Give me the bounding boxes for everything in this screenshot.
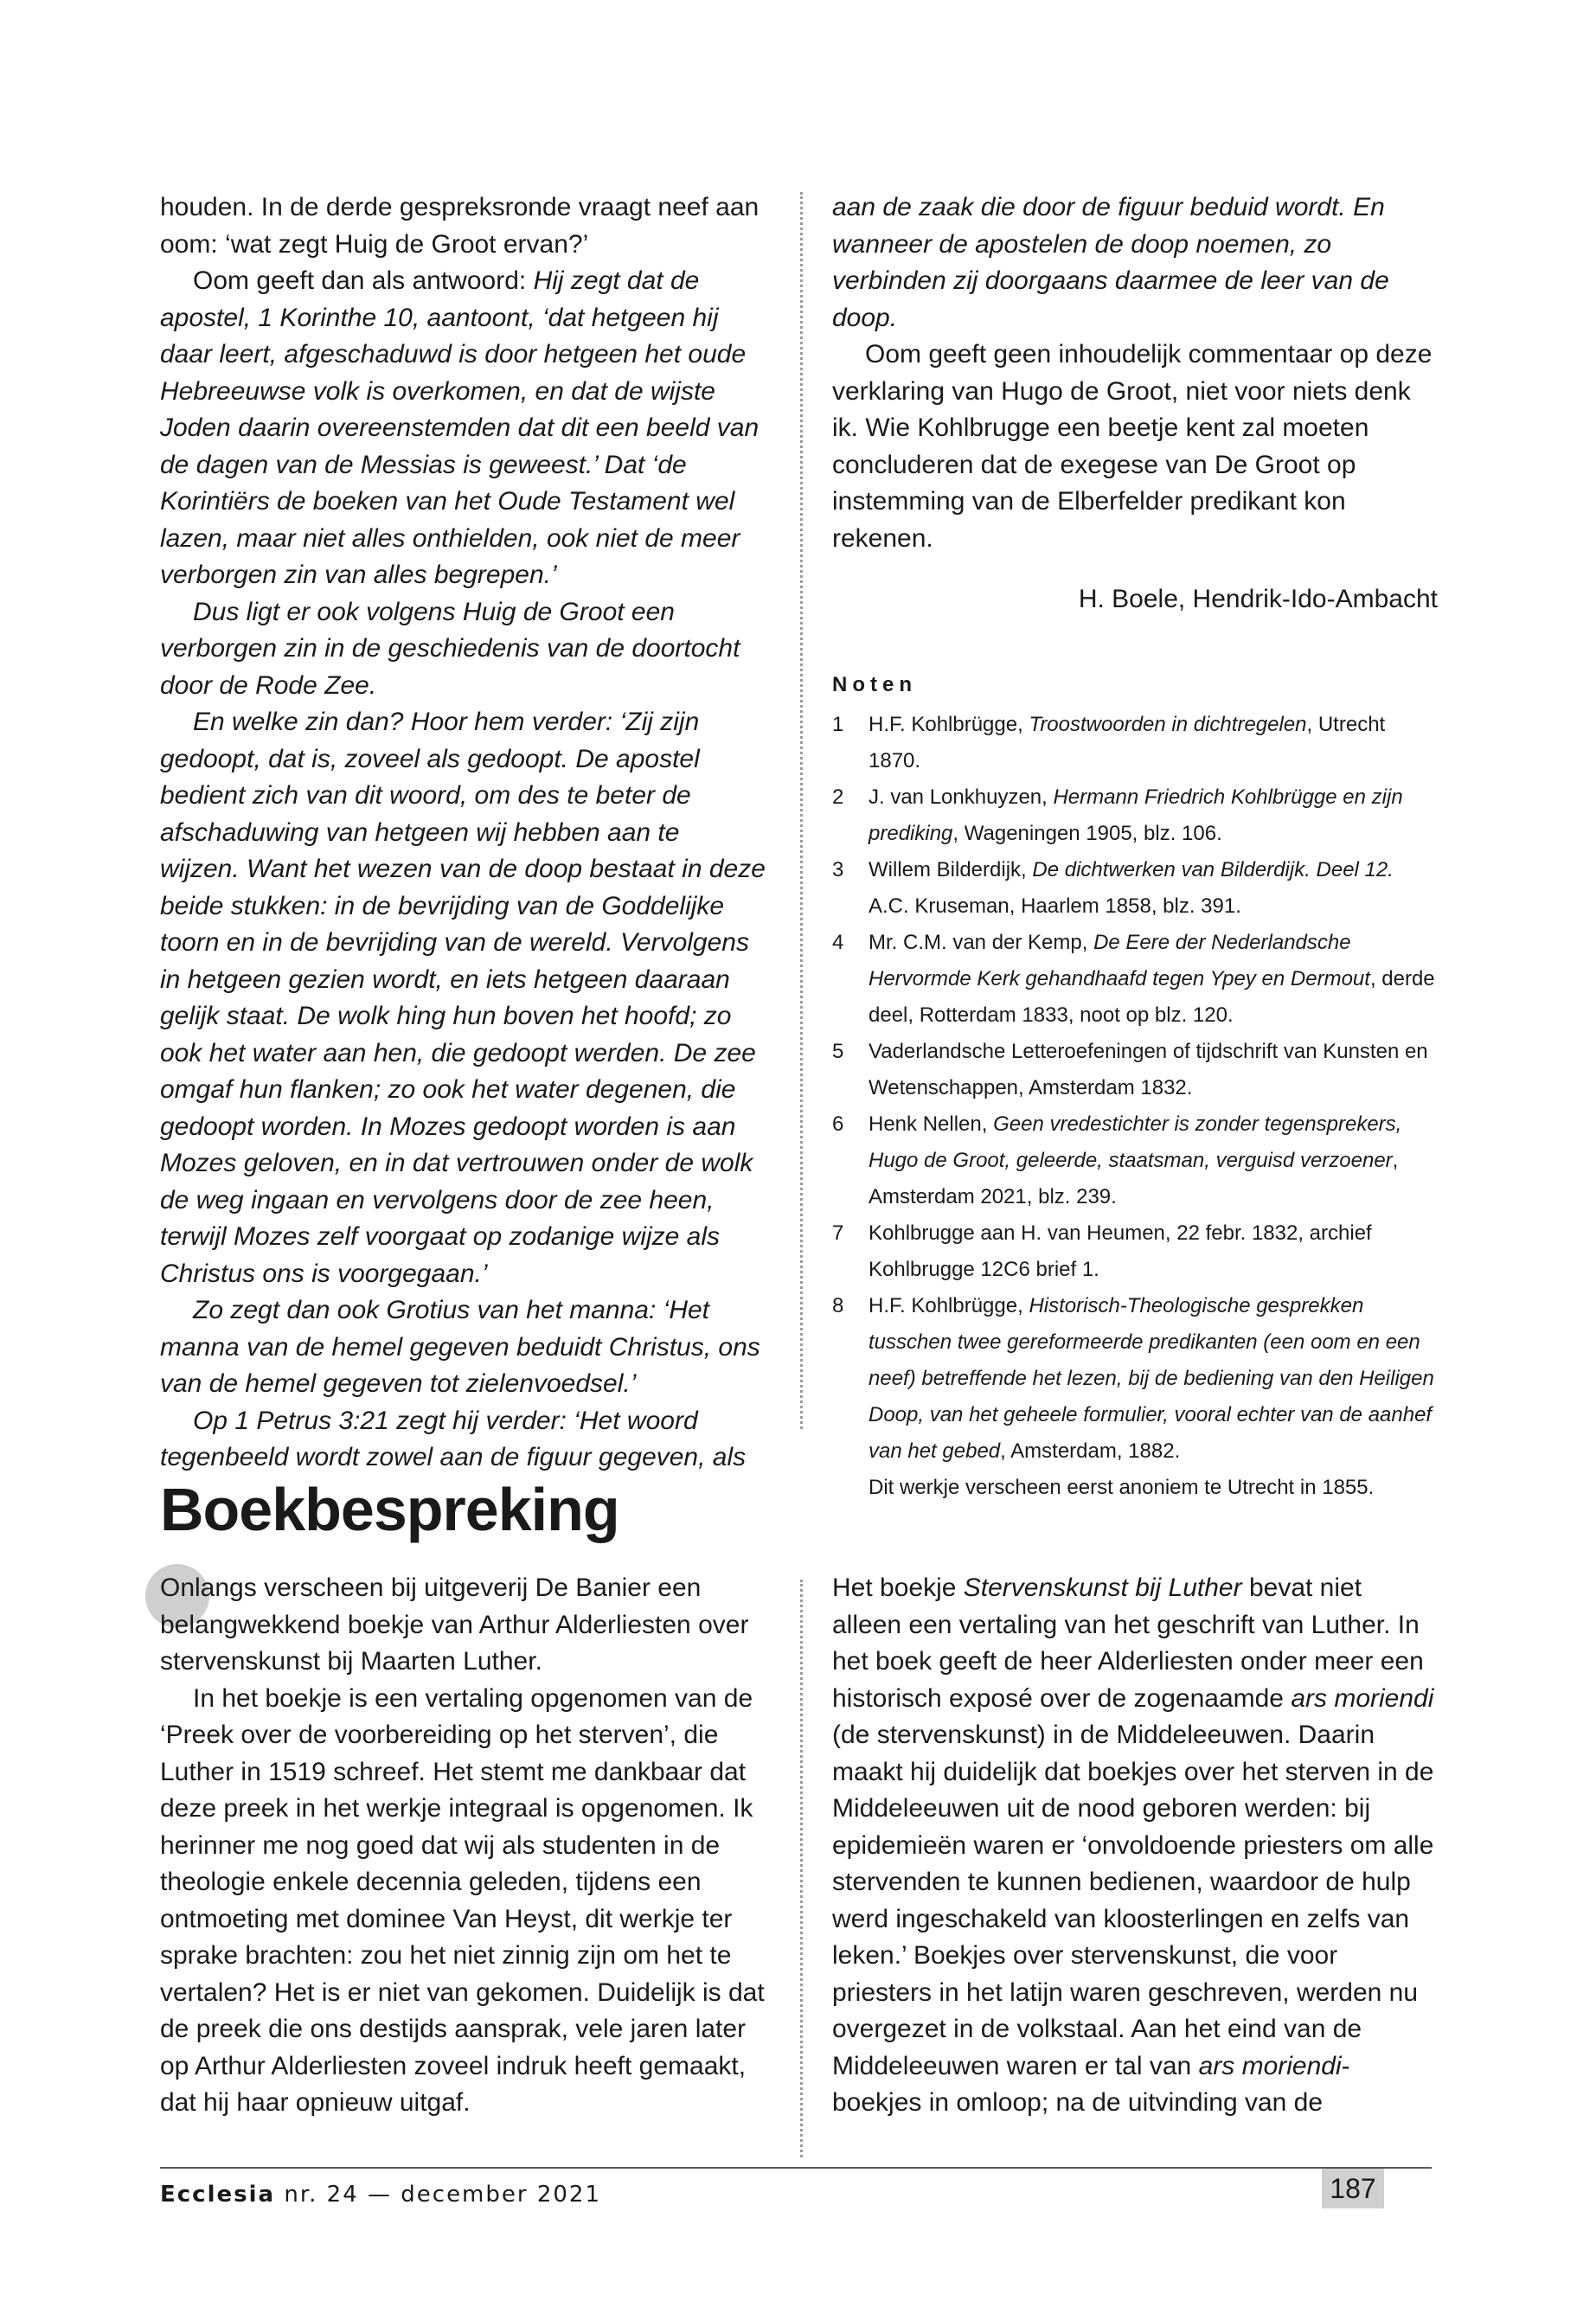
- notes-heading: Noten: [832, 672, 917, 696]
- review-right-column: [832, 1570, 1438, 2122]
- paragraph-lead: Oom geeft dan als antwoord:: [193, 266, 534, 295]
- paragraph: En welke zin dan? Hoor hem verder: ‘Zij zijn gedoopt, dat is, zoveel als gedoopt. De apostel bedient zich van dit woord, om des te beter de afschaduwing van hetgeen wij hebben aan te wijzen. Want het wezen van de doop bestaat in deze beide stukken: in de bevrijding van de Goddelijke toorn en in de bevrijding van de wereld. Vervolgens in hetgeen gezien wordt, en iets hetgeen daaraan gelijk staat. De wolk hing hun boven het hoofd; zo ook het water aan hen, die gedoopt werden. De zee omgaf hun flanken; zo ook het water degenen, die gedoopt worden. In Mozes gedoopt worden is aan Mozes geloven, en in dat vertrouwen onder de wolk de weg ingaan en vervolgens door de zee heen, terwijl Mozes zelf voorgaat op zodanige wijze als Christus ons is voorgegaan.’: [160, 708, 766, 1288]
- note-item: [832, 852, 1438, 925]
- author-signature: H. Boele, Hendrik-Ido-Ambacht: [1078, 585, 1438, 613]
- note-number: 3: [832, 857, 844, 881]
- note-text: , derde deel, Rotterdam 1833, noot op blz. 120.: [869, 966, 1435, 1027]
- term: ars moriendi: [1291, 1683, 1434, 1713]
- note-text: A.C. Kruseman, Haarlem 1858, blz. 391.: [869, 894, 1241, 918]
- notes-list: [832, 707, 1438, 1506]
- paragraph: [160, 263, 766, 594]
- note-text: Kohlbrugge aan H. van Heumen, 22 febr. 1832, archief Kohlbrugge 12C6 brief 1.: [869, 1221, 1372, 1281]
- note-item: [832, 707, 1438, 779]
- text: Het boekje: [832, 1574, 964, 1602]
- column-divider: [800, 1580, 803, 2157]
- note-number: 2: [832, 785, 844, 809]
- magazine-name: Ecclesia: [160, 2182, 276, 2208]
- note-item: [832, 1288, 1438, 1506]
- paragraph-text: Onlangs verscheen bij uitgeverij De Banier een belangwekkend boekje van Arthur Alderliesten over stervenskunst bij Maarten Luther.: [160, 1574, 749, 1676]
- note-number: 1: [832, 712, 844, 736]
- article-right-column: [832, 189, 1438, 1506]
- note-item: [832, 1106, 1438, 1215]
- note-number: 8: [832, 1293, 844, 1317]
- paragraph: Zo zegt dan ook Grotius van het manna: ‘Het manna van de hemel gegeven beduidt Christus, ons van de hemel gegeven tot zielenvoedsel.’: [160, 1296, 760, 1398]
- note-text: , Amsterdam, 1882.: [1000, 1439, 1181, 1463]
- issue-info: nr. 24 — december 2021: [284, 2182, 602, 2208]
- paragraph: Oom geeft geen inhoudelijk commentaar op deze verklaring van Hugo de Groot, niet voor niets denk ik. Wie Kohlbrugge een beetje kent zal moeten concluderen dat de exegese van De Groot op instemming van de Elberfelder predikant kon rekenen.: [832, 340, 1433, 553]
- paragraph: In het boekje is een vertaling opgenomen van de ‘Preek over de voorbereiding op het sterven’, die Luther in 1519 schreef. Het stemt me dankbaar dat deze preek in het werkje integraal is opgenomen. Ik herinner me nog goed dat wij als studenten in de theologie enkele decennia geleden, tijdens een ontmoeting met dominee Van Heyst, dit werkje ter sprake brachten: zou het niet zinnig zijn om het te vertalen? Het is er niet van gekomen. Duidelijk is dat de preek die ons destijds aansprak, vele jaren later op Arthur Alderliesten zoveel indruk heeft gemaakt, dat hij haar opnieuw uitgaf.: [160, 1683, 765, 2117]
- note-item: [832, 925, 1438, 1034]
- column-divider: [800, 192, 803, 1429]
- text: (de stervenskunst) in de Middeleeuwen. Daarin maakt hij duidelijk dat boekjes over het sterven in de Middeleeuwen uit de nood geboren werden: bij epidemieën waren er ‘onvoldoende priesters om alle stervenden te kunnen bedienen, waardoor de hulp werd ingeschakeld van kloosterlingen en zelfs van leken.’ Boekjes over stervenskunst, die voor priesters in het latijn waren geschreven, werden nu overgezet in de volkstaal. Aan het eind van de Middeleeuwen waren er tal van: [832, 1721, 1434, 2080]
- paragraph: aan de zaak die door de figuur beduid wordt. En wanneer de apostelen de doop noemen, zo verbinden zij doorgaans daarmee de leer van de doop.: [832, 193, 1389, 332]
- term: ars moriendi: [1198, 2051, 1342, 2080]
- note-text: Henk Nellen,: [869, 1112, 994, 1136]
- note-text: Mr. C.M. van der Kemp,: [869, 930, 1094, 954]
- footer: [160, 2182, 601, 2208]
- paragraph: [832, 1570, 1438, 2122]
- note-title: Geen vredestichter is zonder tegensprekers, Hugo de Groot, geleerde, staatsman, verguisd verzoener: [869, 1112, 1402, 1172]
- note-number: 5: [832, 1039, 844, 1063]
- note-item: [832, 779, 1438, 852]
- paragraph: Op 1 Petrus 3:21 zegt hij verder: ‘Het woord tegenbeeld wordt zowel aan de figuur gegeven, als: [160, 1406, 747, 1471]
- review-left-column: [160, 1570, 766, 2122]
- paragraph: [160, 1570, 766, 1681]
- note-text: , Amsterdam 2021, blz. 239.: [869, 1148, 1399, 1208]
- note-number: 6: [832, 1112, 844, 1136]
- book-title: Stervenskunst bij Luther: [963, 1574, 1242, 1602]
- note-title: Historisch-Theologische gesprekken tusschen twee gereformeerde predikanten (een oom en een neef) betreffende het lezen, bij de bediening van den Heiligen Doop, van het geheele formulier, vooral echter van de aanhef van het gebed: [869, 1293, 1434, 1463]
- text: bevat niet alleen een vertaling van het geschrift van Luther. In het boek geeft de heer Alderliesten onder meer een historisch exposé over de zogenaamde: [832, 1574, 1424, 1713]
- article-left-column: [160, 189, 766, 1477]
- note-item: [832, 1215, 1438, 1288]
- note-title: De dichtwerken van Bilderdijk. Deel 12.: [1032, 857, 1394, 881]
- page-number: 187: [1322, 2169, 1384, 2208]
- note-text: , Utrecht 1870.: [869, 712, 1386, 772]
- note-title: Hermann Friedrich Kohlbrügge en zijn prediking: [869, 785, 1403, 845]
- text: -boekjes in omloop; na de uitvinding van de: [832, 2051, 1350, 2117]
- section-title: Boekbespreking: [160, 1476, 619, 1543]
- note-title: De Eere der Nederlandsche Hervormde Kerk gehandhaafd tegen Ypey en Dermout: [869, 930, 1370, 990]
- note-text: H.F. Kohlbrügge,: [869, 1293, 1029, 1317]
- paragraph: houden. In de derde gespreksronde vraagt neef aan oom: ‘wat zegt Huig de Groot ervan?’: [160, 193, 760, 259]
- note-text: H.F. Kohlbrügge,: [869, 712, 1029, 736]
- note-text: Vaderlandsche Letteroefeningen of tijdschrift van Kunsten en Wetenschappen, Amsterdam 1832.: [869, 1039, 1428, 1099]
- note-item: [832, 1034, 1438, 1106]
- note-text: J. van Lonkhuyzen,: [869, 785, 1054, 809]
- note-title: Troostwoorden in dichtregelen: [1029, 712, 1307, 736]
- note-text: Dit werkje verscheen eerst anoniem te Utrecht in 1855.: [869, 1475, 1375, 1499]
- footer-rule: [160, 2167, 1432, 2169]
- note-text: Willem Bilderdijk,: [869, 857, 1033, 881]
- quote-text: Hij zegt dat de apostel, 1 Korinthe 10, aantoont, ‘dat hetgeen hij daar leert, afgeschaduwd is door hetgeen het oude Hebreeuwse volk is overkomen, en dat de wijste Joden daarin overeenstemden dat dit een beeld van de dagen van de Messias is geweest.’ Dat ‘de Korintiërs de boeken van het Oude Testament wel lazen, maar niet alles onthielden, ook niet de meer verborgen zin van alles begrepen.’: [160, 266, 760, 589]
- note-text: , Wageningen 1905, blz. 106.: [952, 821, 1222, 845]
- note-number: 4: [832, 930, 844, 954]
- paragraph: Dus ligt er ook volgens Huig de Groot een verborgen zin in de geschiedenis van de doortocht door de Rode Zee.: [160, 597, 740, 700]
- note-number: 7: [832, 1221, 844, 1245]
